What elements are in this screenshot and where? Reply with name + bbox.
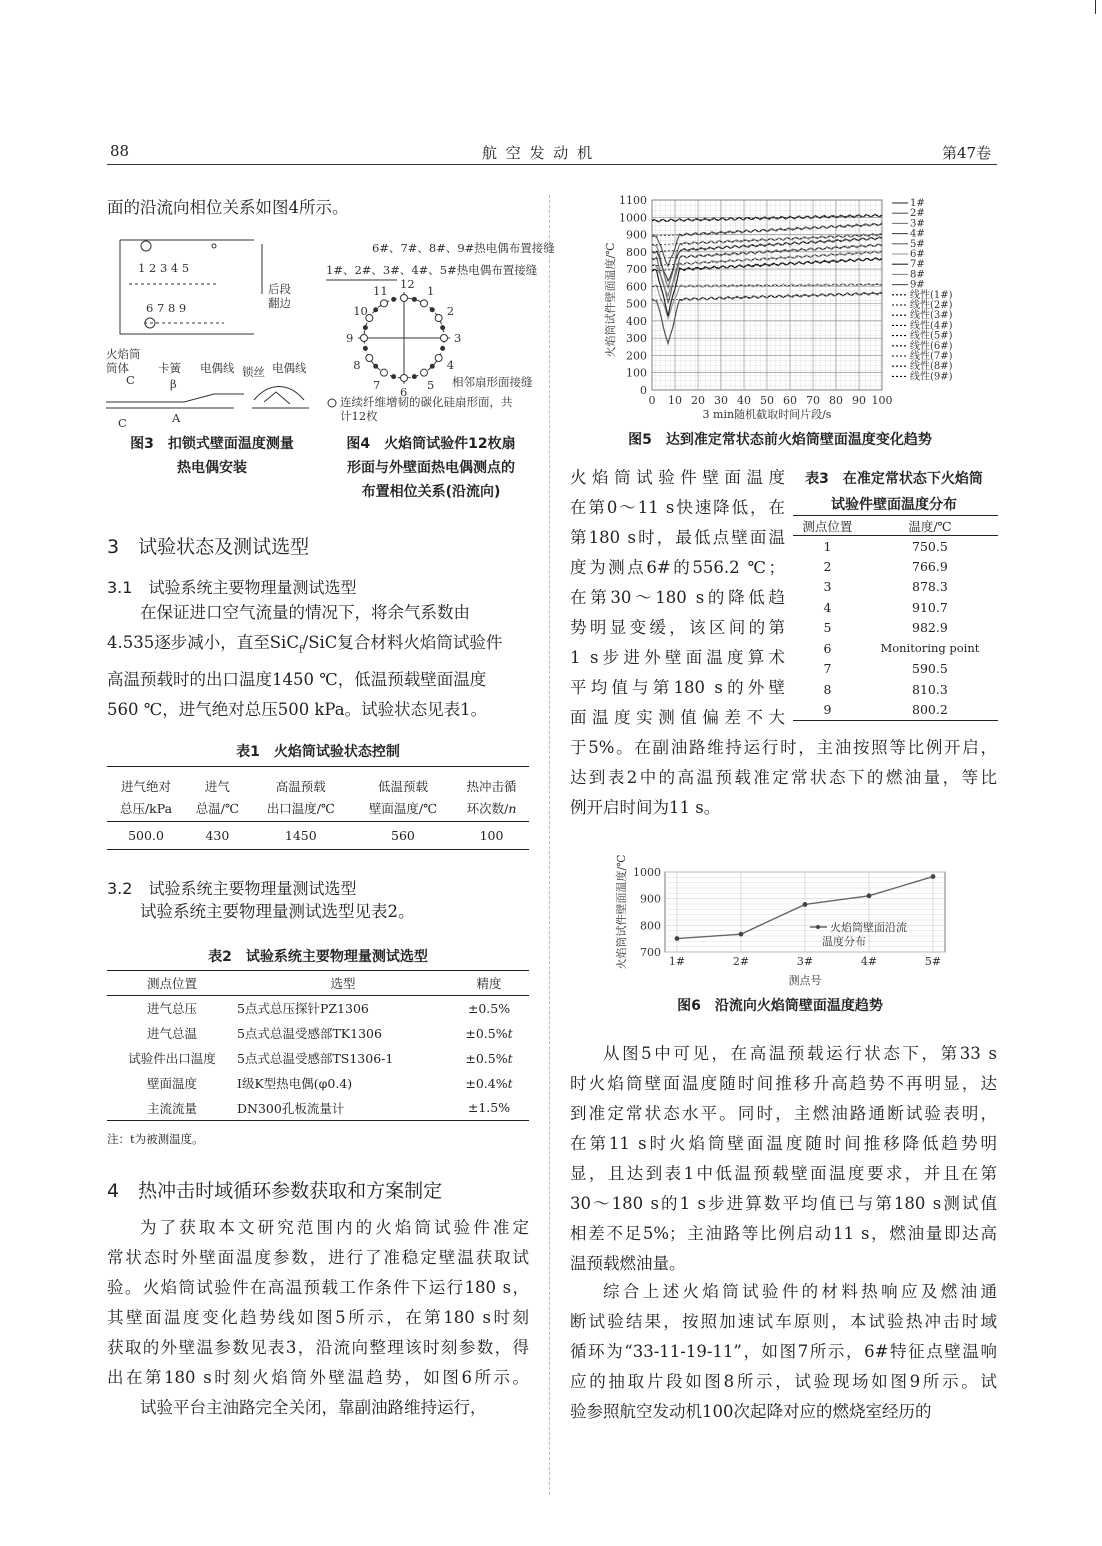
text-line: 在第0～11 s快速降低，在 xyxy=(570,498,785,517)
fig3-caption-line1: 图3 扣锁式壁面温度测量 xyxy=(130,436,294,452)
fig5-legend-entry: 线性(7#) xyxy=(910,351,953,362)
fig4-adjacent-joint xyxy=(392,297,396,301)
fig5-ytick: 700 xyxy=(626,263,647,277)
fig5-xtick: 50 xyxy=(760,394,774,407)
fig5-xtick: 60 xyxy=(783,394,797,407)
fig4-joint-marker xyxy=(366,355,373,362)
figure-4-drawing xyxy=(326,241,555,423)
fig4-adjacent-joint xyxy=(363,346,367,350)
text-line: 为了获取本文研究范围内的火焰筒试验件准定 xyxy=(140,1218,529,1237)
fig4-joint-marker xyxy=(441,335,448,342)
section-3-2-title: 3.2 试验系统主要物理量测试选型 xyxy=(107,879,357,898)
fig5-ytick: 400 xyxy=(626,314,647,328)
fig5-legend-entry: 6# xyxy=(910,249,925,260)
text-line: 显，且达到表1中低温预载壁面温度要求，并且在第 xyxy=(570,1164,997,1183)
fig4-clock-label: 6 xyxy=(400,385,408,399)
table-2-note: 注：t为被测温度。 xyxy=(107,1132,204,1146)
fig5-legend-entry: 线性(2#) xyxy=(910,300,953,311)
text-line: 面温度实测值偏差不大 xyxy=(570,708,785,727)
section-3-1-title: 3.1 试验系统主要物理量测试选型 xyxy=(107,578,357,597)
text-line: 试验平台主油路完全关闭，靠副油路维持运行， xyxy=(140,1398,487,1417)
fig6-point xyxy=(803,902,808,907)
fig6-xtick: 2# xyxy=(732,955,750,968)
figure-5 xyxy=(570,190,998,426)
table-3-row: 2 766.9 xyxy=(823,558,948,574)
fig5-ytick: 900 xyxy=(626,228,647,242)
fig5-xtick: 20 xyxy=(691,394,705,407)
fig4-adjacent-joint xyxy=(392,375,396,379)
text-line: 从图5中可见，在高温预载运行状态下，第33 s xyxy=(603,1044,997,1063)
fig4-joint-marker xyxy=(401,295,408,302)
text-line: 其壁面温度变化趋势线如图5所示，在第180 s时刻 xyxy=(107,1308,529,1327)
fig4-clock-label: 9 xyxy=(346,331,354,345)
fig5-xtick: 80 xyxy=(829,394,843,407)
fig4-joint-marker xyxy=(421,300,428,307)
fig6-ytick: 700 xyxy=(640,946,661,959)
fig4-joint-marker xyxy=(361,335,368,342)
text-line: 在第11 s时火焰筒壁面温度随时间推移降低趋势明 xyxy=(570,1134,997,1153)
fig4-clock-label: 3 xyxy=(454,331,462,345)
fig4-clock-label: 4 xyxy=(446,358,455,372)
volume: 第47卷 xyxy=(942,144,992,162)
fig5-ytick: 200 xyxy=(626,349,647,363)
section-3-title: 3 试验状态及测试选型 xyxy=(107,536,310,558)
fig6-ytick: 1000 xyxy=(633,866,661,879)
fig4-caption-line2: 形面与外壁面热电偶测点的 xyxy=(347,460,515,476)
table-3-title-line1: 表3 在准定常状态下火焰筒 xyxy=(805,471,983,487)
fig6-ytick: 900 xyxy=(640,892,661,906)
fig5-xtick: 40 xyxy=(737,394,751,407)
fig6-point xyxy=(739,932,744,937)
fig3-a: A xyxy=(172,411,181,425)
section-4-title: 4 热冲击时域循环参数获取和方案制定 xyxy=(107,1180,443,1202)
fig4-joint-marker xyxy=(435,355,442,362)
text-line: 第180 s时，最低点壁面温 xyxy=(570,528,785,547)
fig4-adjacent-joint xyxy=(374,308,378,312)
fig5-legend-entry: 线性(1#) xyxy=(910,289,953,301)
fig4-joint-marker xyxy=(381,300,388,307)
text-line: 验参照航空发动机100次起降对应的燃烧室经历的 xyxy=(570,1402,932,1421)
text-line: 火焰筒试验件壁面温度 xyxy=(570,468,785,487)
table-3-title xyxy=(790,466,998,518)
intro-tail: 面的沿流向相位关系如图4所示。 xyxy=(107,198,349,217)
fig6-point xyxy=(867,893,872,898)
text-line: 例开启时间为11 s。 xyxy=(570,798,721,817)
fig4-joint-marker xyxy=(435,315,442,322)
column-divider xyxy=(549,195,550,1495)
table-2-title: 表2 试验系统主要物理量测试选型 xyxy=(208,949,428,965)
fig4-clock-label: 12 xyxy=(400,277,415,291)
fig3-c1: C xyxy=(126,373,135,387)
fig4-adjacent-joint xyxy=(430,364,434,368)
fig5-legend-entry: 线性(3#) xyxy=(910,310,953,322)
text-line: 验。火焰筒试验件在高温预载工作条件下运行180 s， xyxy=(107,1278,529,1297)
text-line: 综合上述火焰筒试验件的材料热响应及燃油通 xyxy=(603,1282,997,1301)
fig5-legend-entry: 线性(9#) xyxy=(910,371,953,383)
fig5-legend-entry: 线性(6#) xyxy=(910,340,953,352)
figure-3-drawing xyxy=(106,240,309,408)
table-3-row: 7 590.5 xyxy=(823,661,948,677)
fig3-tube2: 筒体 xyxy=(106,361,129,375)
fig3-wire2: 电偶线 xyxy=(272,361,307,375)
text-line: 平均值与第180 s的外壁 xyxy=(570,678,785,697)
text-line: 到准定常状态水平。同时，主燃油路通断试验表明， xyxy=(570,1104,997,1123)
fig5-ytick: 100 xyxy=(626,366,647,380)
fig4-clock-label: 11 xyxy=(373,284,388,299)
fig6-xtick: 4# xyxy=(860,955,878,968)
table-3: 测点位置 温度/℃ 1 750.5 2 766.9 3 878.3 4 910.7 5 982.9 6 Monitoring point 7 590.5 8 810.3 9 800.2 xyxy=(793,515,998,721)
fig4-adjacent-joint xyxy=(441,326,445,330)
fig3-row2: 6 7 8 9 xyxy=(146,301,187,315)
fig6-xtick: 3# xyxy=(796,955,814,968)
text-line: 断试验结果，按照加速试车原则，本试验热冲击时域 xyxy=(570,1312,997,1331)
text-line: 温预载燃油量。 xyxy=(570,1254,686,1273)
table-3-row: 8 810.3 xyxy=(823,681,948,697)
fig3-lock: 锁丝 xyxy=(242,365,265,379)
fig6-xtick: 1# xyxy=(668,955,686,968)
fig5-legend-entry: 线性(8#) xyxy=(910,361,953,373)
fig4-label-top: 6#、7#、8#、9#热电偶布置接缝 xyxy=(372,241,555,255)
fig4-joint-marker xyxy=(381,369,388,376)
text-line: 30～180 s的1 s步进算数平均值已与第180 s测试值 xyxy=(570,1194,997,1213)
fig5-ytick: 800 xyxy=(626,245,647,259)
text-line: 出在第180 s时刻火焰筒外壁温趋势，如图6所示。 xyxy=(107,1368,529,1387)
fig4-joint-marker xyxy=(401,375,408,382)
text-line: 达到表2中的高温预载准定常状态下的燃油量，等比 xyxy=(570,768,997,787)
fig5-xtick: 70 xyxy=(806,394,820,407)
fig5-ylabel: 火焰筒试件壁面温度/℃ xyxy=(604,242,617,358)
s31-line1: 在保证进口空气流量的情况下，将余气系数由 xyxy=(140,603,470,622)
text-line: 应的抽取片段如图8所示，试验现场如图9所示。试 xyxy=(570,1372,997,1391)
fig5-ytick: 300 xyxy=(626,332,647,346)
fig5-xtick: 0 xyxy=(648,394,656,407)
table-2-row: 试验件出口温度 5点式总温受感部TS1306-1 ±0.5%t xyxy=(128,1050,513,1066)
right-para-3 xyxy=(570,1277,997,1427)
table-3-row: 6 Monitoring point xyxy=(823,640,980,656)
journal-name: 航 空 发 动 机 xyxy=(482,144,595,162)
fig4-caption-line3: 布置相位关系(沿流向) xyxy=(361,484,501,500)
fig4-label-adj: 相邻扇形面接缝 xyxy=(452,375,533,389)
fig4-joint-marker xyxy=(421,369,428,376)
text-line: 相差不足5%；主油路等比例启动11 s，燃油量即达高 xyxy=(570,1224,997,1243)
text-line: 势明显变缓，该区间的第 xyxy=(570,618,785,637)
table-3-row: 9 800.2 xyxy=(823,702,948,717)
fig5-legend-entry: 1# xyxy=(910,198,925,209)
fig4-adjacent-joint xyxy=(412,297,416,301)
fig6-legend1: 火焰筒壁面沿流 xyxy=(830,921,907,934)
table-2-row: 进气总压 5点式总压探针PZ1306 ±0.5% xyxy=(146,1000,511,1017)
fig5-legend-entry: 5# xyxy=(910,238,925,250)
table-3-row: 1 750.5 xyxy=(823,538,948,554)
fig3-c2: C xyxy=(118,416,127,430)
section-3-1-body xyxy=(107,598,529,725)
page-number: 88 xyxy=(110,142,130,160)
fig5-legend-entry: 7# xyxy=(910,259,925,271)
table-2-row: 进气总温 5点式总温受感部TK1306 ±0.5%t xyxy=(146,1025,513,1041)
table-2-row: 壁面温度 I级K型热电偶(φ0.4) ±0.4%t xyxy=(146,1075,513,1091)
fig5-legend-entry: 线性(4#) xyxy=(910,320,953,332)
fig5-ytick: 600 xyxy=(626,280,647,294)
fig4-adjacent-joint xyxy=(363,326,367,330)
section-4-body xyxy=(107,1213,529,1423)
fig4-clock-label: 1 xyxy=(427,284,435,299)
fig6-point xyxy=(675,936,680,941)
text-line: 循环为“33-11-19-11”，如图7所示，6#特征点壁温响 xyxy=(570,1342,997,1361)
fig3-tube1: 火焰筒 xyxy=(106,347,141,361)
fig4-clock-label: 2 xyxy=(446,304,455,318)
fig6-point xyxy=(931,874,936,879)
fig4-adjacent-joint xyxy=(412,375,416,379)
fig6-ytick: 800 xyxy=(640,919,661,933)
fig3-rear2: 翻边 xyxy=(268,296,291,310)
text-line: 时火焰筒壁面温度随时间推移升高趋势不再明显，达 xyxy=(570,1074,997,1093)
fig4-clock-label: 5 xyxy=(427,377,435,392)
fig5-legend-entry: 3# xyxy=(910,218,925,230)
table-3-title-line2: 试验件壁面温度分布 xyxy=(831,497,957,513)
fig5-ytick: 1000 xyxy=(619,211,647,225)
fig5-ytick: 1100 xyxy=(619,194,647,207)
fig5-ytick: 0 xyxy=(640,384,647,397)
table-1-row: 500.0 430 1450 560 100 xyxy=(128,827,504,843)
right-para-1 xyxy=(570,463,785,733)
fig4-adjacent-joint xyxy=(374,364,378,368)
text-line: 于5%。在副油路维持运行时，主油按照等比例开启， xyxy=(570,738,997,757)
s31-line2: 4.535逐步减小，直至SiC$_f$/SiC复合材料火焰筒试验件 xyxy=(107,633,503,656)
fig6-xtick: 5# xyxy=(924,955,942,968)
text-line: 常状态时外壁面温度参数，进行了准稳定壁温获取试 xyxy=(107,1248,529,1267)
table-3-row: 5 982.9 xyxy=(823,620,948,636)
fig5-legend-entry: 2# xyxy=(910,208,925,220)
table-1-title: 表1 火焰筒试验状态控制 xyxy=(236,744,400,760)
right-para-1-cont xyxy=(570,733,997,823)
fig5-xtick: 100 xyxy=(871,394,893,407)
fig4-caption-line1: 图4 火焰筒试验件12枚扇 xyxy=(346,436,516,452)
right-para-2 xyxy=(570,1039,997,1279)
fig6-legend2: 温度分布 xyxy=(822,935,866,948)
section-3-2-body: 试验系统主要物理量测试选型见表2。 xyxy=(140,902,415,921)
crop-mark xyxy=(1095,0,1096,14)
fig3-rear1: 后段 xyxy=(268,282,291,296)
fig4-clock-label: 8 xyxy=(353,358,361,372)
fig5-legend-entry: 线性(5#) xyxy=(910,330,953,342)
fig5-ytick: 500 xyxy=(626,297,647,311)
text-line: 度为测点6#的556.2 ℃； xyxy=(570,558,785,577)
s31-line3: 高温预载时的出口温度1450 ℃，低温预载壁面温度 xyxy=(107,670,487,690)
text-line: 获取的外壁温参数见表3，沿流向整理该时刻参数，得 xyxy=(107,1338,529,1357)
fig5-legend-entry: 9# xyxy=(910,279,925,291)
table-2: 测点位置 选型 精度 进气总压 5点式总压探针PZ1306 ±0.5% 进气总温 5点式总温受感部TK1306 ±0.5%t 试验件出口温度 5点式总温受感部TS1306-1 ±0.5%t 壁面温度 I级K型热电偶(φ0.4) ±0.4%t 主流流量 DN300孔板流量计 ±1.5% xyxy=(107,970,529,1121)
fig5-xlabel: 3 min随机截取时间片段/s xyxy=(702,408,832,421)
fig6-ylabel: 火焰筒试件壁面温度/℃ xyxy=(615,854,628,970)
fig3-wire: 电偶线 xyxy=(200,361,235,375)
header-rule xyxy=(107,164,997,165)
fig4-clock-label: 7 xyxy=(373,377,381,392)
fig3-row1: 1 2 3 4 5 xyxy=(138,261,190,275)
fig5-xtick: 10 xyxy=(668,394,682,407)
fig3-beta: β xyxy=(170,377,177,391)
fig4-label-mid: 1#、2#、3#、4#、5#热电偶布置接缝 xyxy=(326,263,538,277)
fig4-adjacent-joint xyxy=(430,308,434,312)
fig6-legend-marker xyxy=(816,925,820,929)
s31-line4: 560 ℃，进气绝对总压500 kPa。试验状态见表1。 xyxy=(107,700,488,720)
figure-6 xyxy=(605,842,965,992)
text-line: 在第30～180 s的降低趋 xyxy=(570,588,785,607)
fig5-xtick: 30 xyxy=(714,394,728,407)
fig5-xtick: 90 xyxy=(852,394,866,407)
fig4-legend2: 计12枚 xyxy=(340,409,378,423)
table-2-row: 主流流量 DN300孔板流量计 ±1.5% xyxy=(146,1100,511,1116)
fig3-caption-line2: 热电偶安装 xyxy=(177,460,247,476)
fig6-caption: 图6 沿流向火焰筒壁面温度趋势 xyxy=(677,998,883,1014)
fig4-clock-label: 10 xyxy=(353,304,368,318)
table-1: 进气绝对 进气 高温预载 低温预载 热冲击循 总压/kPa 总温/℃ 出口温度/℃ 壁面温度/℃ 环次数/n 500.0 430 1450 560 100 xyxy=(107,766,529,850)
table-3-row: 4 910.7 xyxy=(823,599,948,615)
fig4-legend1: 连续纤维增韧的碳化硅扇形面，共 xyxy=(340,395,513,409)
fig6-xlabel: 测点号 xyxy=(788,974,822,987)
table-3-row: 3 878.3 xyxy=(823,579,948,595)
fig5-legend-entry: 8# xyxy=(910,269,925,281)
fig4-adjacent-joint xyxy=(441,346,445,350)
fig3-spring: 卡簧 xyxy=(158,361,181,375)
fig5-legend-entry: 4# xyxy=(910,228,925,240)
text-line: 1 s步进外壁面温度算术 xyxy=(570,648,785,667)
figure-3-4 xyxy=(104,232,555,432)
fig5-caption: 图5 达到准定常状态前火焰筒壁面温度变化趋势 xyxy=(628,432,932,448)
